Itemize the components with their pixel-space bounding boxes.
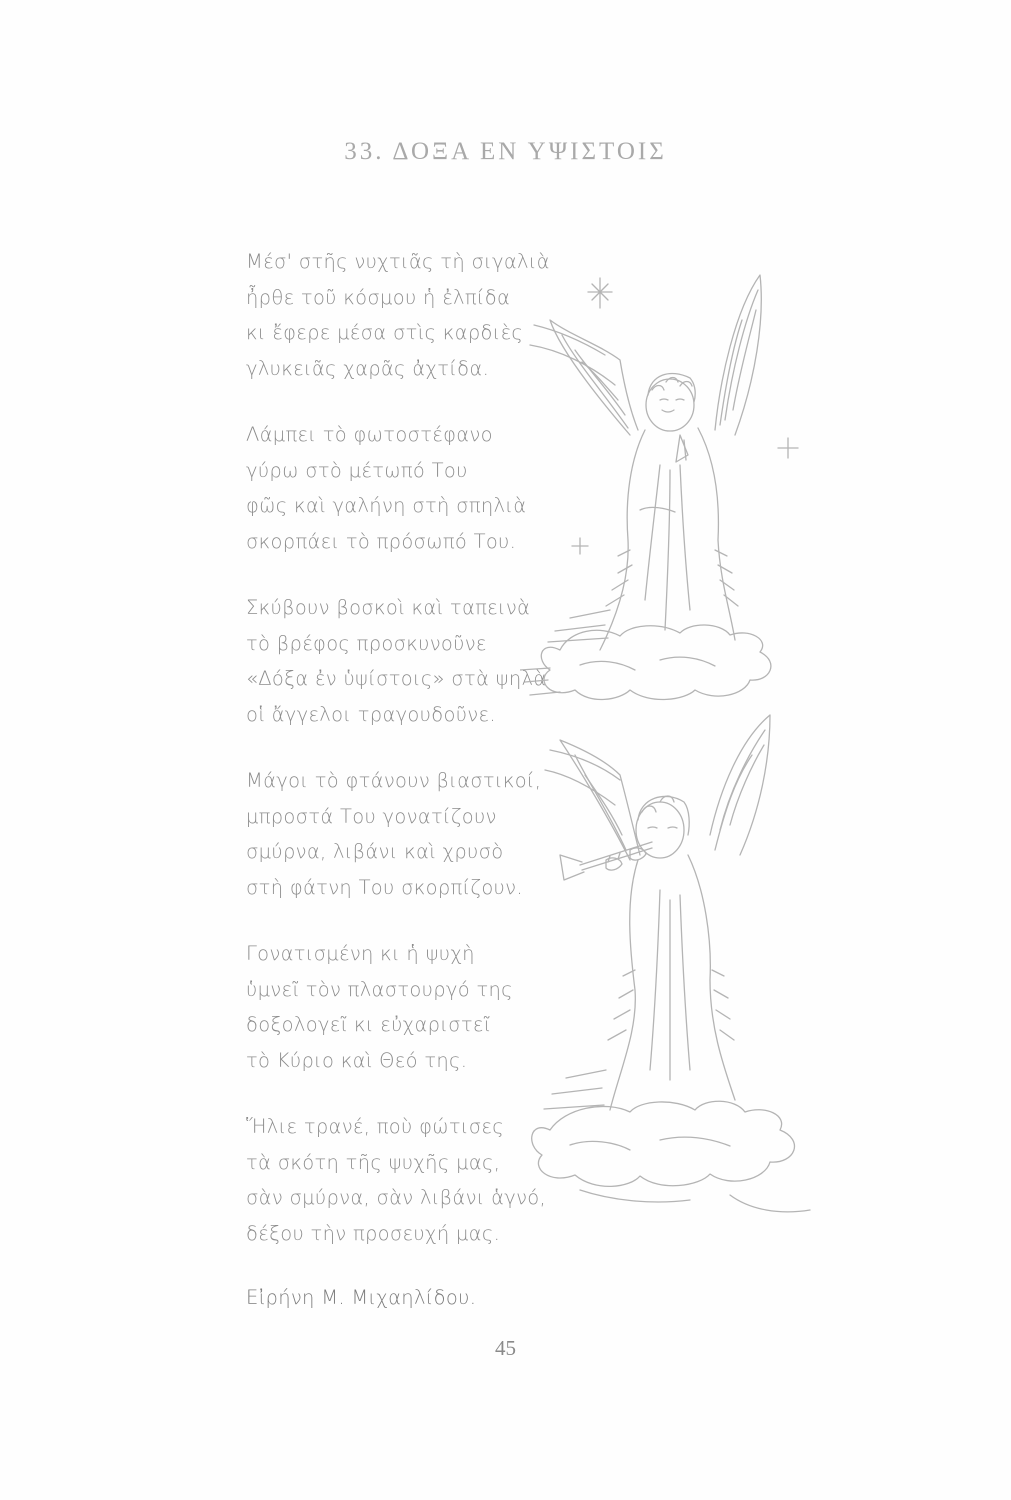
poem-line: τὸ Κύριο καὶ Θεό της.	[246, 1048, 468, 1072]
star-icon	[572, 538, 588, 554]
poem-line: κι ἔφερε μέσα στὶς καρδιὲς	[246, 321, 524, 344]
poem-line: ὑμνεῖ τὸν πλαστουργό της	[246, 977, 513, 1001]
poem-body	[246, 244, 550, 1315]
poem-line: ἦρθε τοῦ κόσμου ἡ ἐλπίδα	[246, 285, 511, 309]
poem-line: «Δόξα ἐν ὑψίστοις» στὰ ψηλὰ	[246, 667, 547, 690]
poem-line: γλυκειᾶς χαρᾶς ἀχτίδα.	[246, 356, 490, 380]
author-signature: Εἰρήνη Μ. Μιχαηλίδου.	[246, 1286, 477, 1309]
stanza	[246, 590, 546, 732]
poem-line: σὰν σμύρνα, σὰν λιβάνι ἁγνό,	[246, 1186, 547, 1209]
stanza	[246, 417, 546, 559]
angels-illustration	[520, 250, 850, 1250]
poem-line: Γονατισμένη κι ἡ ψυχὴ	[246, 942, 475, 965]
poem-line: σμύρνα, λιβάνι καὶ χρυσὸ	[246, 840, 504, 863]
stanza	[246, 244, 550, 386]
stanza	[246, 763, 546, 905]
poem-line: Ἥλιε τρανέ, ποὺ φώτισες	[246, 1115, 505, 1138]
poem-line: Μέσ' στῆς νυχτιᾶς τὴ σιγαλιὰ	[246, 250, 550, 273]
poem-line: δοξολογεῖ κι εὐχαριστεῖ	[246, 1013, 491, 1036]
poem-line: Σκύβουν βοσκοὶ καὶ ταπεινὰ	[246, 596, 531, 619]
poem-line: τὸ βρέφος προσκυνοῦνε	[246, 631, 487, 655]
poem-line: Λάμπει τὸ φωτοστέφανο	[246, 423, 493, 446]
poem-line: τὰ σκότη τῆς ψυχῆς μας,	[246, 1150, 501, 1174]
poem-line: γύρω στὸ μέτωπό Του	[246, 458, 468, 482]
poem-line: οἱ ἄγγελοι τραγουδοῦνε.	[246, 702, 496, 726]
page-number: 45	[495, 1336, 516, 1360]
poem-line: δέξου τὴν προσευχή μας.	[246, 1221, 501, 1245]
stanza	[246, 936, 546, 1078]
poem-line: Μάγοι τὸ φτάνουν βιαστικοί,	[246, 769, 542, 792]
poem-line: σκορπάει τὸ πρόσωπό Του.	[246, 529, 517, 553]
poem-line: στὴ φάτνη Του σκορπίζουν.	[246, 875, 523, 899]
praying-angel-figure	[520, 275, 771, 699]
poem-line: φῶς καὶ γαλήνη στὴ σπηλιὰ	[246, 494, 527, 517]
star-icon	[588, 278, 612, 308]
star-icon	[778, 438, 798, 458]
poem-title: 33. ΔΟΞΑ ΕΝ ΥΨΙΣΤΟΙΣ	[344, 138, 667, 165]
poem-line: μπροστά Του γονατίζουν	[246, 804, 497, 828]
stanza	[246, 1109, 546, 1251]
trumpet-angel-figure	[532, 715, 810, 1212]
